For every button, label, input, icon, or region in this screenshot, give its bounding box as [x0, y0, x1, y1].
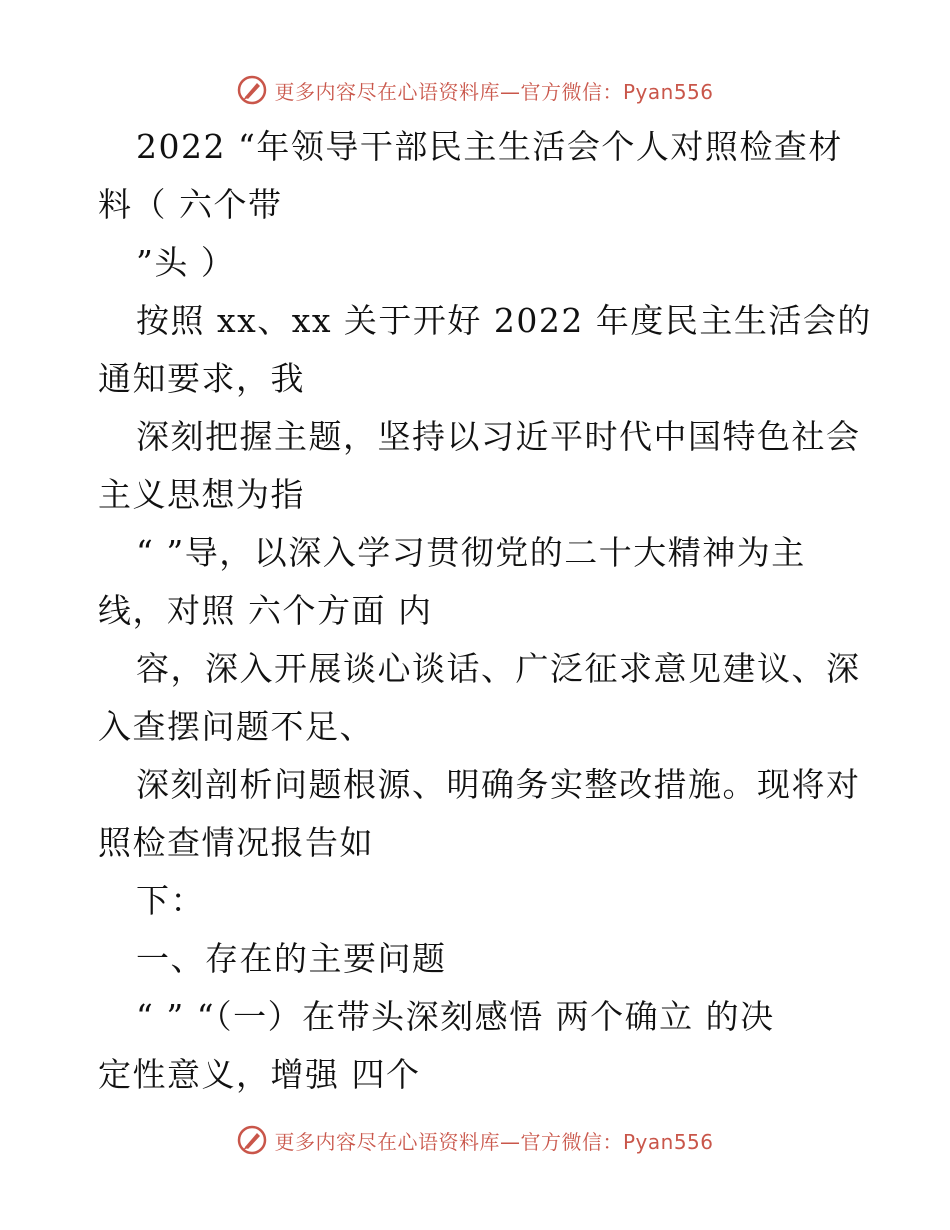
text-line: 料（ 六个带 [98, 185, 283, 224]
watermark-label: 更多内容尽在心语资料库—官方微信： [274, 1129, 623, 1154]
text-line: 通知要求，我 [98, 359, 305, 398]
text-line: 定性意义，增强 四个 [98, 1055, 421, 1094]
pen-logo-icon [236, 1124, 268, 1156]
text-line: 按照 xx、xx 关于开好 2022 年度民主生活会的 [136, 301, 872, 340]
watermark-handle: Pyan556 [622, 79, 714, 104]
watermark-header [0, 70, 950, 110]
document-body [98, 118, 872, 1104]
text-line: 深刻把握主题，坚持以习近平时代中国特色社会 [136, 417, 861, 456]
text-line: 深刻剖析问题根源、明确务实整改措施。现将对 [136, 765, 861, 804]
text-line: 下： [136, 881, 205, 920]
text-line: “ ”导，以深入学习贯彻党的二十大精神为主 [136, 533, 806, 572]
watermark-handle: Pyan556 [622, 1129, 714, 1154]
text-line: 照检查情况报告如 [98, 823, 374, 862]
text-line: 2022 “年领导干部民主生活会个人对照检查材 [136, 127, 843, 166]
text-line: 主义思想为指 [98, 475, 305, 514]
watermark-text [274, 76, 713, 105]
text-line: “ ” “（一）在带头深刻感悟 两个确立 的决 [136, 997, 775, 1036]
text-line: 线，对照 六个方面 内 [98, 591, 433, 630]
watermark-text [274, 1126, 713, 1155]
text-line: 入查摆问题不足、 [98, 707, 374, 746]
pen-logo-icon [236, 74, 268, 106]
text-line: ”头 ） [136, 243, 236, 282]
watermark-footer [0, 1120, 950, 1160]
text-line: 容，深入开展谈心谈话、广泛征求意见建议、深 [136, 649, 861, 688]
watermark-label: 更多内容尽在心语资料库—官方微信： [274, 79, 623, 104]
text-line: 一、存在的主要问题 [136, 939, 447, 978]
